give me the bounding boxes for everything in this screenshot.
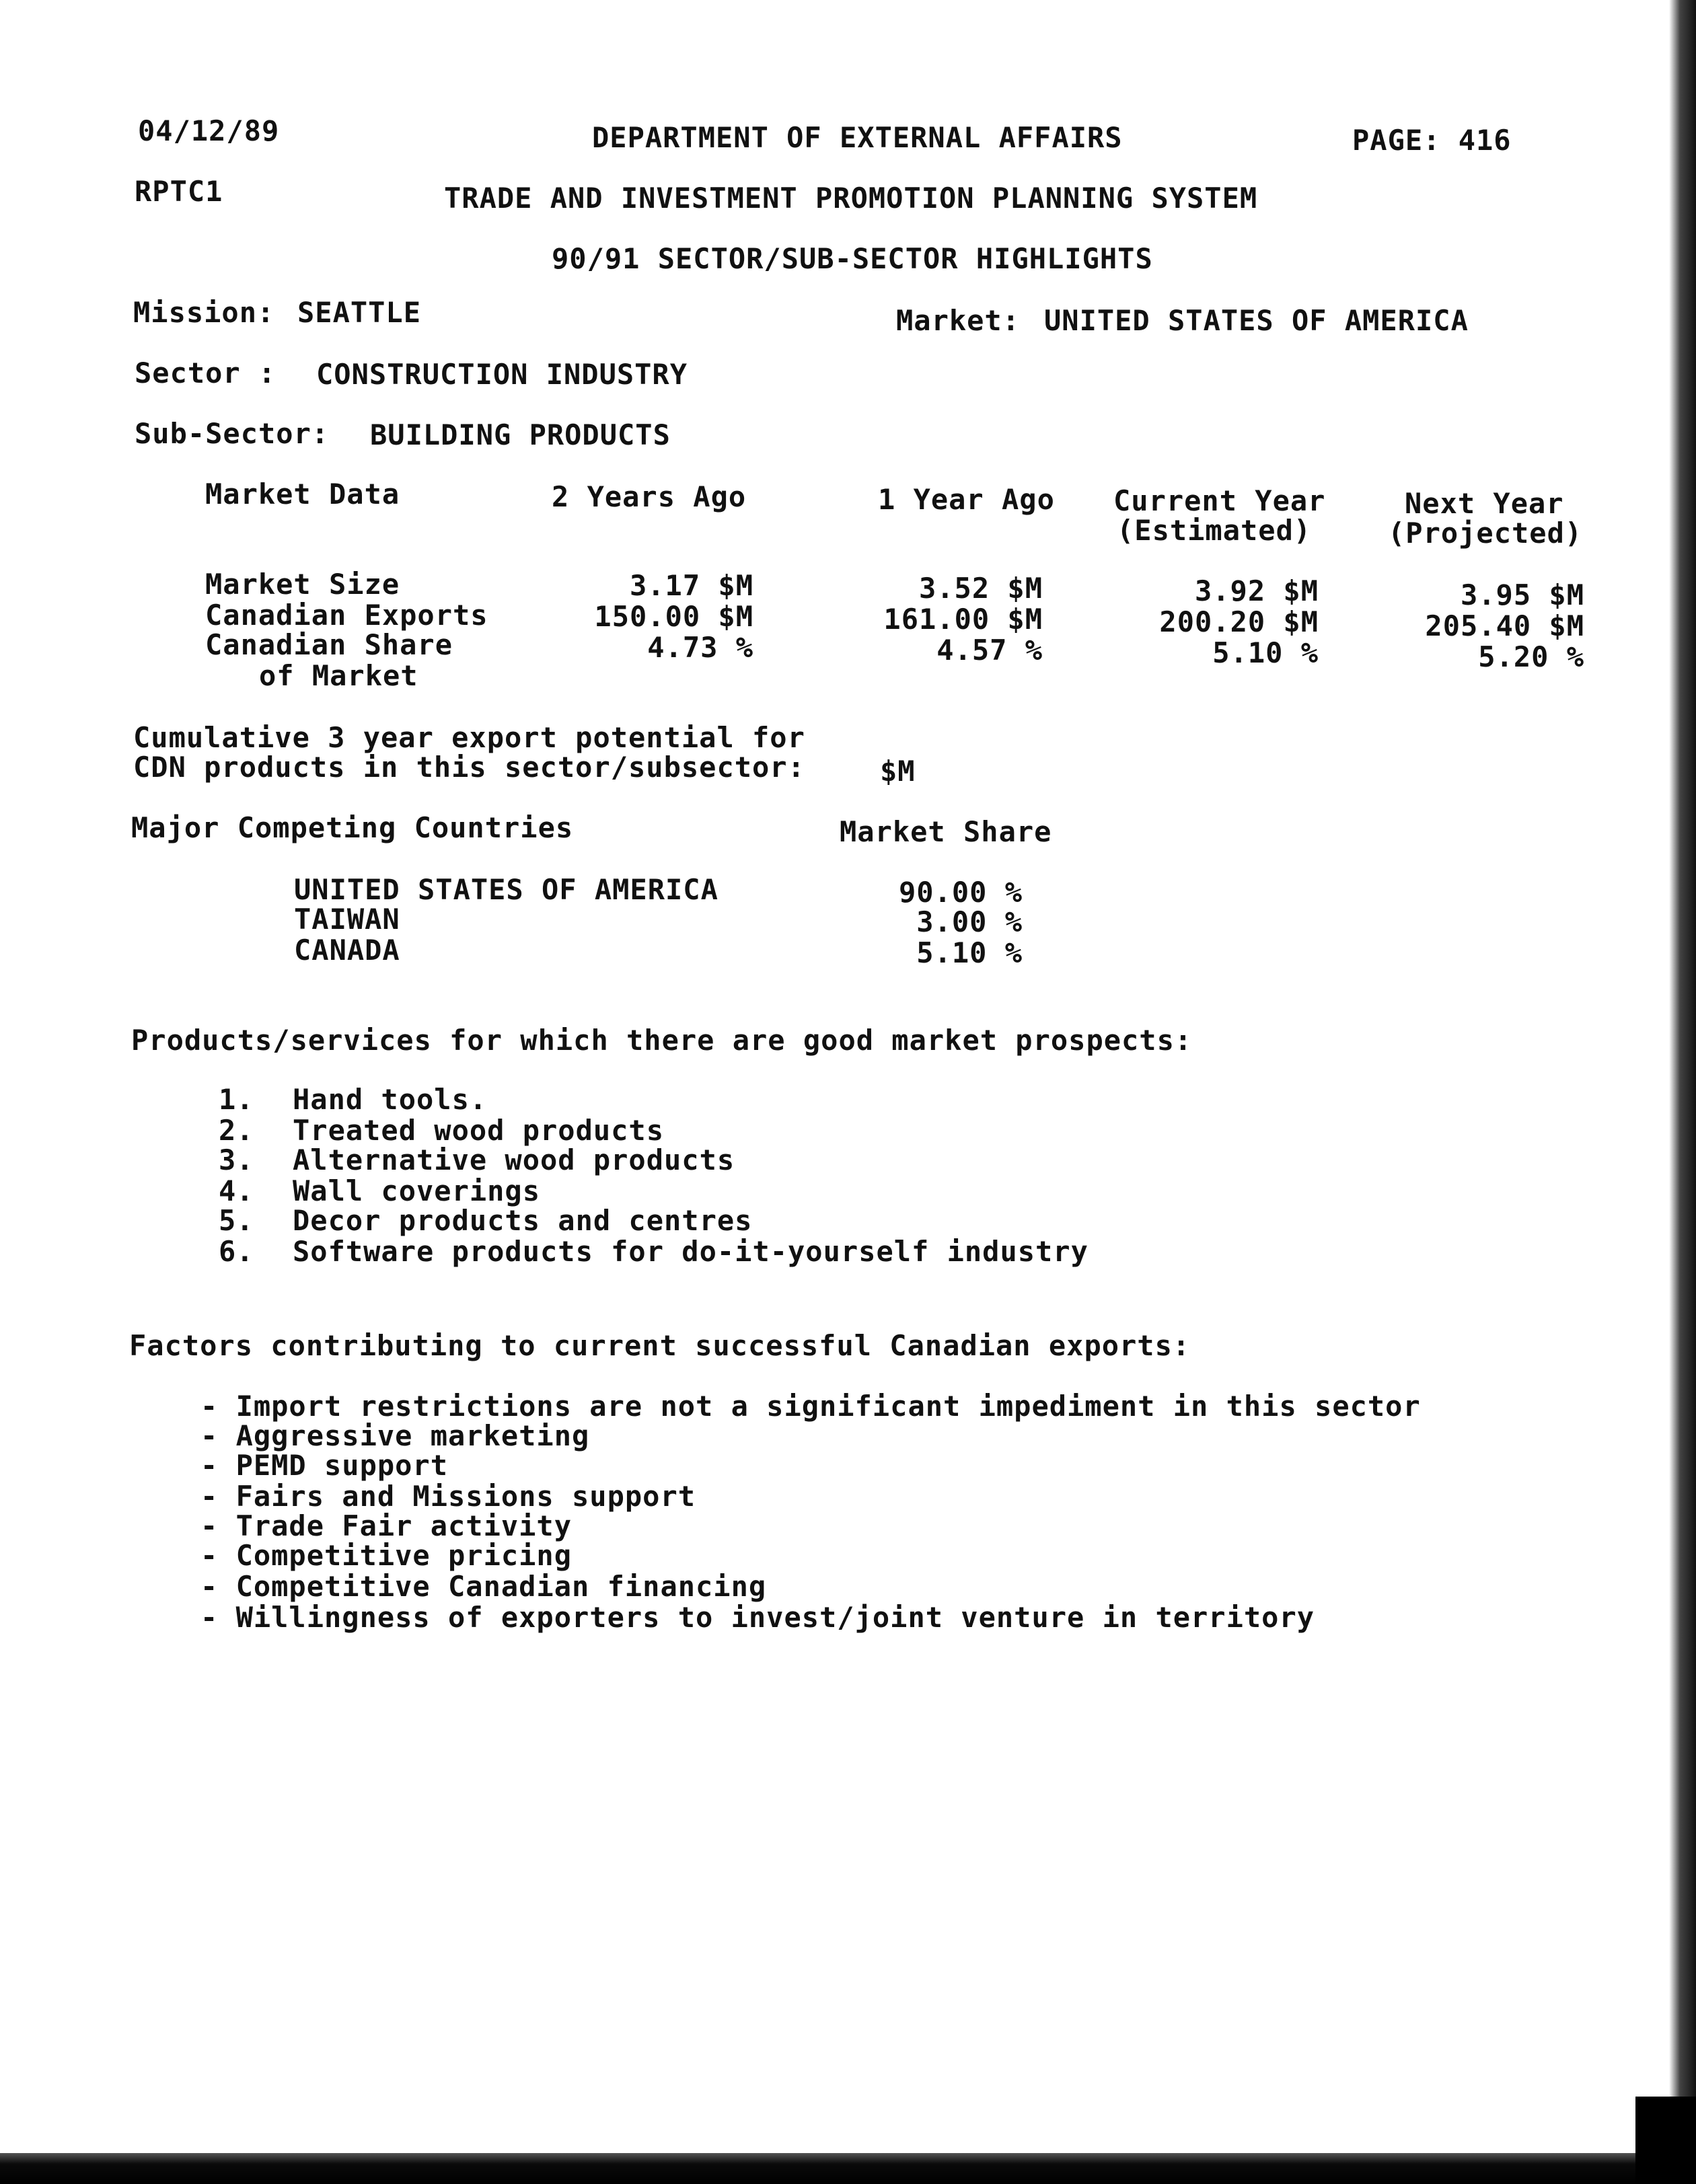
factor-item: - Import restrictions are not a significant impediment in this sector	[200, 1390, 1421, 1423]
cell-share-1y: 4.57 %	[936, 634, 1043, 667]
competitor-share: 90.00 %	[898, 876, 1023, 909]
prospect-number: 2.	[219, 1114, 254, 1147]
cumulative-value: $M	[880, 755, 916, 788]
competitor-country: TAIWAN	[294, 903, 400, 936]
report-code: RPTC1	[135, 175, 223, 208]
subsector-label: Sub-Sector:	[135, 417, 330, 450]
cell-exports-current: 200.20 $M	[1159, 605, 1319, 638]
subsector-value: BUILDING PRODUCTS	[370, 418, 671, 451]
prospect-item: Alternative wood products	[293, 1143, 735, 1176]
market-label: Market:	[896, 304, 1021, 337]
row-canadian-share-label: Canadian Share	[205, 628, 453, 661]
mission-value: SEATTLE	[297, 296, 422, 329]
prospect-item: Hand tools.	[293, 1083, 488, 1116]
factor-item: - PEMD support	[200, 1449, 449, 1482]
col-current-header: Current Year	[1113, 484, 1326, 517]
sector-value: CONSTRUCTION INDUSTRY	[316, 358, 688, 391]
page-number: PAGE: 416	[1352, 124, 1512, 157]
mission-label: Mission:	[133, 296, 275, 329]
prospect-item: Decor products and centres	[293, 1204, 753, 1237]
cell-market-size-2y: 3.17 $M	[629, 569, 753, 602]
factor-item: - Aggressive marketing	[200, 1419, 590, 1452]
row-canadian-exports-label: Canadian Exports	[205, 599, 488, 632]
col-two-years-header: 2 Years Ago	[552, 480, 747, 513]
cell-exports-2y: 150.00 $M	[594, 600, 753, 633]
prospect-number: 1.	[219, 1083, 254, 1116]
prospects-heading: Products/services for which there are good market prospects:	[131, 1024, 1193, 1057]
competitor-country: UNITED STATES OF AMERICA	[294, 873, 718, 906]
factor-item: - Willingness of exporters to invest/joint venture in territory	[200, 1601, 1315, 1634]
prospect-number: 3.	[219, 1143, 254, 1176]
cell-exports-1y: 161.00 $M	[883, 603, 1043, 636]
factors-heading: Factors contributing to current successful Canadian exports:	[129, 1329, 1191, 1362]
department-title: DEPARTMENT OF EXTERNAL AFFAIRS	[592, 121, 1123, 154]
competitors-heading: Major Competing Countries	[131, 811, 574, 844]
factor-item: - Competitive Canadian financing	[200, 1570, 767, 1603]
col-one-year-header: 1 Year Ago	[878, 483, 1055, 516]
market-data-header: Market Data	[205, 478, 400, 511]
market-value: UNITED STATES OF AMERICA	[1044, 304, 1469, 337]
scan-edge-corner	[1635, 2097, 1696, 2184]
system-title: TRADE AND INVESTMENT PROMOTION PLANNING SYSTEM	[444, 182, 1258, 215]
prospect-item: Treated wood products	[293, 1114, 665, 1147]
cell-share-2y: 4.73 %	[647, 631, 753, 664]
scan-edge-right	[1669, 0, 1696, 2184]
prospect-number: 5.	[219, 1204, 254, 1237]
cell-market-size-current: 3.92 $M	[1194, 574, 1319, 607]
competitor-share: 5.10 %	[916, 936, 1023, 969]
col-current-subheader: (Estimated)	[1117, 514, 1312, 547]
cell-exports-next: 205.40 $M	[1425, 609, 1584, 642]
report-date: 04/12/89	[138, 114, 280, 147]
cell-market-size-next: 3.95 $M	[1460, 578, 1584, 611]
cumulative-line-2: CDN products in this sector/subsector:	[133, 751, 805, 784]
market-share-heading: Market Share	[840, 815, 1052, 848]
prospect-item: Software products for do-it-yourself industry	[293, 1235, 1089, 1268]
prospect-number: 6.	[219, 1235, 254, 1268]
competitor-share: 3.00 %	[916, 905, 1023, 938]
cumulative-line-1: Cumulative 3 year export potential for	[133, 721, 805, 754]
cell-market-size-1y: 3.52 $M	[918, 572, 1043, 605]
factor-item: - Fairs and Missions support	[200, 1480, 696, 1513]
factor-item: - Trade Fair activity	[200, 1509, 573, 1542]
row-market-size-label: Market Size	[205, 568, 400, 601]
report-subtitle: 90/91 SECTOR/SUB-SECTOR HIGHLIGHTS	[552, 242, 1153, 275]
prospect-number: 4.	[219, 1174, 254, 1207]
competitor-country: CANADA	[294, 934, 400, 967]
col-next-subheader: (Projected)	[1388, 517, 1583, 550]
scan-edge-bottom	[0, 2153, 1696, 2184]
sector-label: Sector :	[135, 356, 276, 389]
row-canadian-share-label-2: of Market	[259, 659, 418, 692]
col-next-header: Next Year	[1405, 487, 1564, 520]
prospect-item: Wall coverings	[293, 1174, 541, 1207]
cell-share-current: 5.10 %	[1212, 636, 1319, 669]
cell-share-next: 5.20 %	[1478, 640, 1584, 673]
factor-item: - Competitive pricing	[200, 1539, 573, 1572]
